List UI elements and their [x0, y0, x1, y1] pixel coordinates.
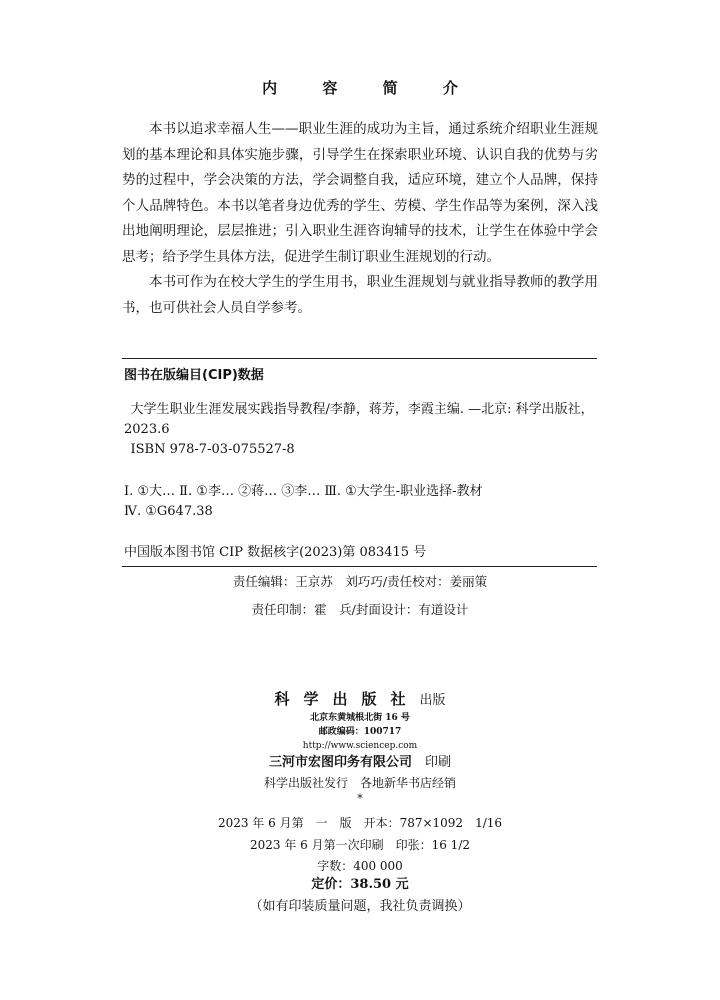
word-count: 字数：400 000: [317, 859, 403, 873]
printer-line: [0, 751, 720, 770]
publisher-url: http://www.sciencep.com: [302, 741, 418, 751]
quality-notice: （如有印装质量问题，我社负责调换）: [249, 899, 471, 914]
publisher-address: 北京东黄城根北街 16 号: [310, 713, 410, 723]
cip-class-line-2: Ⅳ. ①G647.38: [124, 504, 213, 519]
cip-class-line-1: Ⅰ. ①大… Ⅱ. ①李… ②蒋… ③李… Ⅲ. ①大学生-职业选择-教材: [124, 484, 483, 499]
printer-name: 三河市宏图印务有限公司: [268, 755, 412, 770]
publisher-postcode: 邮政编码：100717: [318, 727, 402, 737]
cip-entry-text: 大学生职业生涯发展实践指导教程/李静，蒋芳，李霞主编. —北京: 科学出版社，2023.6: [124, 402, 594, 437]
intro-paragraph-2-text: 本书可作为在校大学生的学生用书，职业生涯规划与就业指导教师的教学用书，也可供社会人员自学参考。: [122, 274, 598, 316]
cip-classification: [124, 482, 596, 522]
cip-bottom-rule: [122, 566, 597, 567]
credits-production: 责任印制：霍 兵/封面设计：有道设计: [251, 602, 469, 617]
separator-star: *: [357, 792, 363, 805]
price: 定价：38.50 元: [311, 877, 409, 892]
printing-line: 2023 年 6 月第一次印刷 印张：16 1/2: [249, 838, 470, 852]
cip-isbn: ISBN 978-7-03-075527-8: [130, 442, 295, 457]
distribution-line: 科学出版社发行 各地新华书店经销: [263, 776, 456, 790]
printer-suffix: 印刷: [425, 755, 452, 770]
credits-editors: 责任编辑：王京苏 刘巧巧/责任校对：姜丽策: [232, 574, 488, 589]
intro-paragraph-1: [122, 117, 598, 270]
intro-paragraph-2: [122, 270, 598, 321]
publisher-name: 科学出版社: [274, 690, 420, 708]
edition-line: 2023 年 6 月第 一 版 开本：787×1092 1/16: [217, 816, 503, 830]
page-title: 内 容 简 介: [262, 79, 478, 97]
cip-entry: [124, 400, 596, 460]
cip-top-rule: [122, 358, 597, 359]
cip-record-number: 中国版本图书馆 CIP 数据核字(2023)第 083415 号: [124, 545, 427, 560]
publisher-suffix: 出版: [419, 693, 446, 708]
publisher-line: [0, 688, 720, 709]
intro-paragraph-1-text: 本书以追求幸福人生——职业生涯的成功为主旨，通过系统介绍职业生涯规划的基本理论和具体实施步骤，引导学生在探索职业环境、认识自我的优势与劣势的过程中，学会决策的方法，学会调整自我，适应环境，建立个人品牌，保持个人品牌特色。本书以笔者身边优秀的学生、劳模、学生作品等为案例，深入浅出地阐明理论，层层推进；引入职业生涯咨询辅导的技术，让学生在体验中学会思考；给予学生具体方法，促进学生制订职业生涯规划的行动。: [122, 121, 598, 265]
cip-heading: 图书在版编目(CIP)数据: [124, 368, 264, 383]
